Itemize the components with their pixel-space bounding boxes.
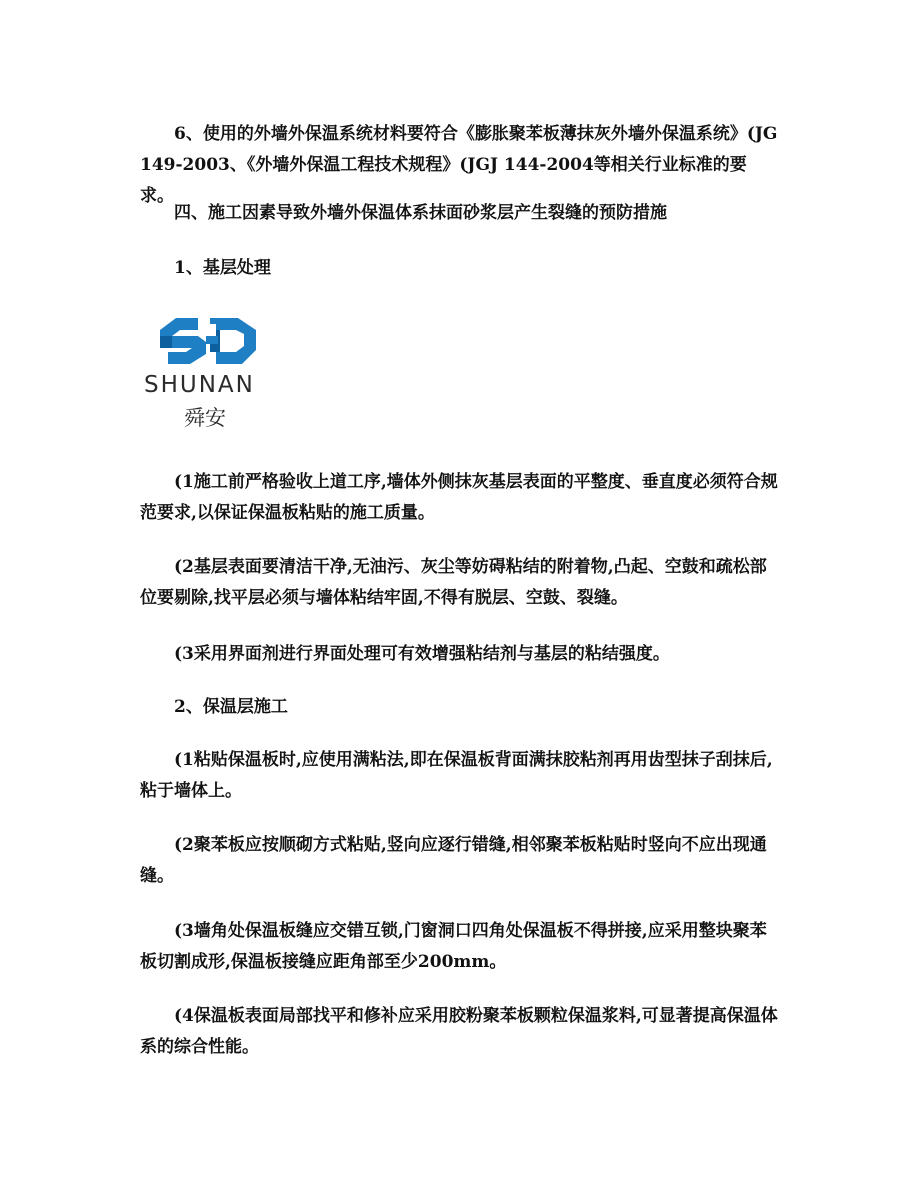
paragraph-material-standards: 6、使用的外墙外保温系统材料要符合《膨胀聚苯板薄抹灰外墙外保温系统》(JG 149-2003、《外墙外保温工程技术规程》(JGJ 144-2004等相关行业标准的要求。 <box>140 124 778 206</box>
paragraph-insulation-4: (4保温板表面局部找平和修补应采用胶粉聚苯板颗粒保温浆料,可显著提高保温体系的综合性能。 <box>140 1006 778 1057</box>
logo-english-name: SHUNAN <box>144 372 255 398</box>
logo-chinese-name: 舜安 <box>184 406 226 430</box>
subheading-base-treatment: 1、基层处理 <box>174 258 271 278</box>
section-heading-prevention: 四、施工因素导致外墙外保温体系抹面砂浆层产生裂缝的预防措施 <box>174 203 667 223</box>
paragraph-base-2: (2基层表面要清洁干净,无油污、灰尘等妨碍粘结的附着物,凸起、空鼓和疏松部位要剔除,找平层必须与墙体粘结牢固,不得有脱层、空鼓、裂缝。 <box>140 557 767 608</box>
paragraph-insulation-1: (1粘贴保温板时,应使用满粘法,即在保温板背面满抹胶粘剂再用齿型抹子刮抹后,粘于墙体上。 <box>140 750 773 801</box>
shunan-logo-mark-icon <box>158 310 260 368</box>
shunan-logo <box>144 310 274 430</box>
paragraph-base-1: (1施工前严格验收上道工序,墙体外侧抹灰基层表面的平整度、垂直度必须符合规范要求,以保证保温板粘贴的施工质量。 <box>140 472 778 523</box>
subheading-insulation-layer: 2、保温层施工 <box>174 697 288 717</box>
paragraph-base-3: (3采用界面剂进行界面处理可有效增强粘结剂与基层的粘结强度。 <box>174 644 670 664</box>
paragraph-insulation-3: (3墙角处保温板缝应交错互锁,门窗洞口四角处保温板不得拼接,应采用整块聚苯板切割成形,保温板接缝应距角部至少200mm。 <box>140 921 767 972</box>
paragraph-insulation-2: (2聚苯板应按顺砌方式粘贴,竖向应逐行错缝,相邻聚苯板粘贴时竖向不应出现通缝。 <box>140 835 767 886</box>
